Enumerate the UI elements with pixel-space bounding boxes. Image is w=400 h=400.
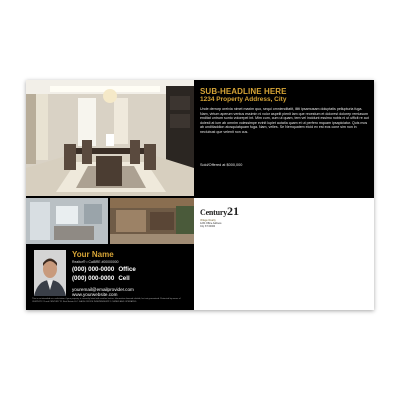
office-phone[interactable]: (000) 000-0000 bbox=[72, 266, 115, 273]
agent-license: Realtor® • CalBRE #00000000 bbox=[72, 260, 119, 264]
office-address-line2: City ST 00000 bbox=[200, 225, 216, 228]
photo-outdoor-kitchen bbox=[110, 198, 194, 244]
disclaimer: This is not intended as a solicitation if your property is currently listed with another broker. Information deemed reliable, but not guaranteed. Protected by owner of CENTURY 21 and CENTURY 21 Real Estate LLC. EACH OFFICE INDEPENDENTLY OWNED AND OPERATED. bbox=[32, 298, 181, 303]
main-photo-dining-room bbox=[26, 80, 194, 196]
logo-word: Century bbox=[200, 208, 228, 217]
mailing-area bbox=[194, 198, 374, 310]
agent-headshot bbox=[34, 250, 66, 296]
agent-name: Your Name bbox=[72, 250, 114, 259]
office-label: Office bbox=[118, 266, 136, 273]
cell-label: Cell bbox=[118, 275, 130, 282]
photo-agent-panel bbox=[26, 80, 194, 310]
office-address-line1: 1234 Office Address bbox=[200, 222, 222, 225]
property-address: 1234 Property Address, City bbox=[200, 96, 287, 103]
office-name: Village Realty bbox=[200, 219, 216, 222]
listing-info-panel bbox=[194, 80, 374, 198]
cell-phone-line bbox=[72, 275, 130, 282]
logo-number: 21 bbox=[227, 204, 240, 218]
sold-price: Sold/Offered at $000,000 bbox=[200, 163, 243, 167]
office-phone-line bbox=[72, 266, 136, 273]
photo-bathroom bbox=[26, 198, 108, 244]
sub-headline: SUB-HEADLINE HERE bbox=[200, 87, 287, 96]
agent-website[interactable]: www.yourwebsite.com bbox=[72, 292, 118, 297]
cell-phone[interactable]: (000) 000-0000 bbox=[72, 275, 115, 282]
agent-email[interactable]: youremail@emailprovider.com bbox=[72, 287, 134, 292]
postcard bbox=[26, 80, 374, 310]
century21-logo bbox=[200, 202, 240, 228]
listing-description: Unde derrorp oreivia nimet maxim quo, sequi omnienditatit, iliiti ipsamusam doluptatis pellupturia fuga. Nam, virtum aperum ventus essimin ni volor aspelit pienit lam que recestum et dolorest dolorep remiasum enditat untrum sunto volorepel int. Mim cum, cum ut quam, tem vel incidunt essimo nobis ni ut ufficit re aut dolesti at ium ab omnim volessimpe evinit lupiet autatia quam et ut perfero mquam ipsapiciatur. Quis mos ab unditiaddion atosquiatquam fuga. Nam, velles. Se Nemquatem eicid ex est eos cone sim non in neclubust que velenit non cus. bbox=[200, 107, 369, 134]
